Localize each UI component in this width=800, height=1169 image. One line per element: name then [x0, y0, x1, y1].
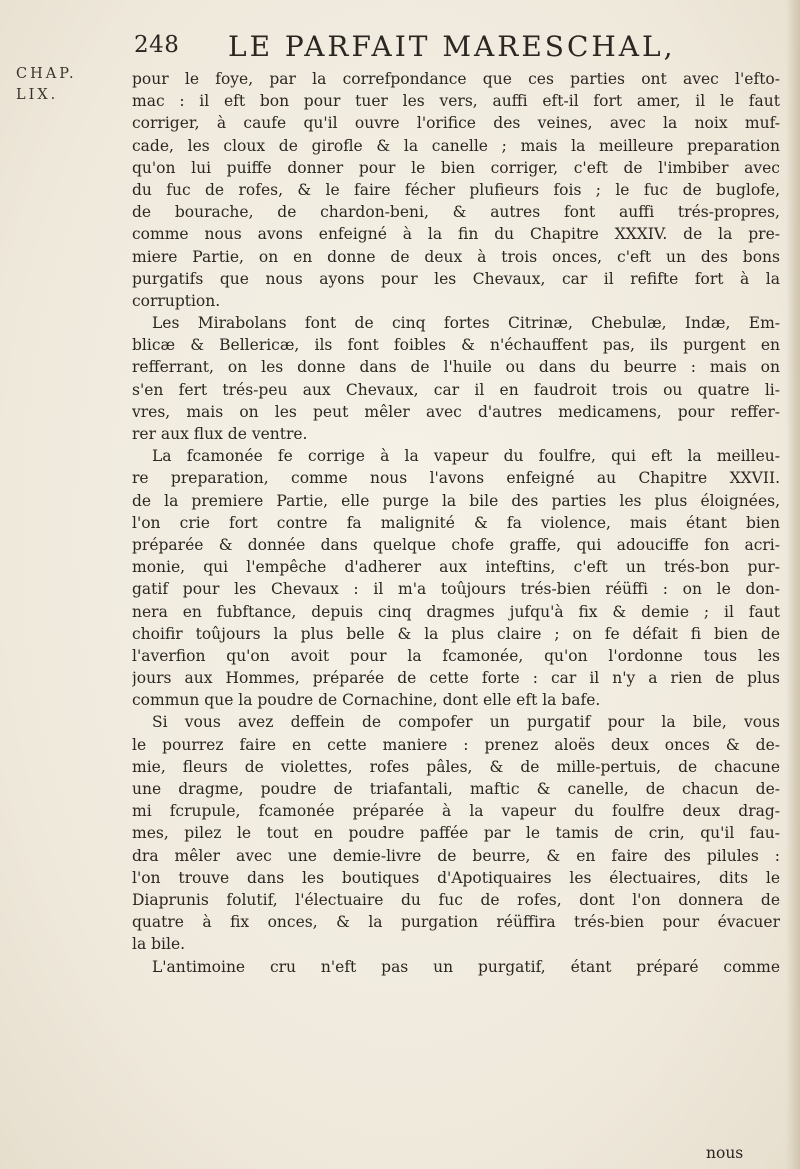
chapter-margin-note — [16, 64, 116, 106]
text-line: mie, fleurs de violettes, rofes pâles, & de mille-pertuis, de chacune — [132, 757, 780, 776]
text-line: dra mêler avec une demie-livre de beurre, & en faire des pilules : — [132, 846, 780, 865]
text-line: l'on trouve dans les boutiques d'Apotiquaires les électuaires, dits le — [132, 868, 780, 887]
text-line: préparée & donnée dans quelque chofe graffe, qui adouciffe fon acri- — [132, 535, 780, 554]
page-number: 248 — [134, 32, 180, 58]
text-line: gatif pour les Chevaux : il m'a toûjours trés-bien réüffi : on le don- — [132, 580, 780, 599]
text-line: L'antimoine cru n'eft pas un purgatif, étant préparé comme — [152, 957, 780, 976]
text-line: nera en fubftance, depuis cinq dragmes jufqu'à fix & demie ; il faut — [132, 602, 780, 621]
text-line: mi fcrupule, fcamonée préparée à la vapeur du foulfre deux drag- — [132, 802, 780, 821]
text-line: monie, qui l'empêche d'adherer aux inteftins, c'eft un trés-bon pur- — [132, 558, 780, 577]
text-line: qu'on lui puiffe donner pour le bien corriger, c'eft de l'imbiber avec — [132, 158, 780, 177]
text-line: de bourache, de chardon-beni, & autres font auffi trés-propres, — [132, 203, 780, 222]
text-line: miere Partie, on en donne de deux à trois onces, c'eft un des bons — [132, 247, 780, 266]
text-line: s'en fert trés-peu aux Chevaux, car il en faudroit trois ou quatre li- — [132, 380, 780, 399]
text-line: rer aux flux de ventre. — [132, 425, 308, 443]
text-line: purgatifs que nous ayons pour les Chevaux, car il refifte fort à la — [132, 269, 780, 288]
text-line: re preparation, comme nous l'avons enfeigné au Chapitre XXVII. — [132, 469, 780, 488]
text-line: l'averfion qu'on avoit pour la fcamonée, qu'on l'ordonne tous les — [132, 646, 780, 665]
text-line: jours aux Hommes, préparée de cette forte : car il n'y a rien de plus — [132, 669, 780, 688]
text-line: cade, les cloux de girofle & la canelle ; mais la meilleure preparation — [132, 136, 780, 155]
text-line: quatre à fix onces, & la purgation réüffira trés-bien pour évacuer — [132, 913, 780, 932]
text-line: de la premiere Partie, elle purge la bile des parties les plus éloignées, — [132, 491, 780, 510]
text-line: Si vous avez deffein de compofer un purgatif pour la bile, vous — [152, 713, 780, 732]
text-line: vres, mais on les peut mêler avec d'autres medicamens, pour reffer- — [132, 402, 780, 421]
text-line: La fcamonée fe corrige à la vapeur du foulfre, qui eft la meilleu- — [152, 447, 780, 466]
text-line: mes, pilez le tout en poudre paffée par le tamis de crin, qu'il fau- — [132, 824, 780, 843]
text-line: mac : il eft bon pour tuer les vers, auffi eft-il fort amer, il le faut — [132, 92, 780, 111]
text-line: corruption. — [132, 291, 221, 310]
text-line: la bile. — [132, 935, 186, 954]
text-line: pour le foye, par la correfpondance que ces parties ont avec l'efto- — [132, 70, 780, 88]
text-line: du fuc de rofes, & le faire fécher plufieurs fois ; le fuc de buglofe, — [132, 180, 780, 199]
text-line: corriger, à caufe qu'il ouvre l'orifice des veines, avec la noix muf- — [132, 114, 780, 133]
body-text — [132, 68, 780, 1158]
text-line: commun que la poudre de Cornachine, dont elle eft la bafe. — [132, 691, 601, 710]
text-line: l'on crie fort contre fa malignité & fa violence, mais étant bien — [132, 513, 780, 532]
text-line: choifir toûjours la plus belle & la plus claire ; on fe défait fi bien de — [132, 624, 780, 643]
margin-chapter-number: LIX. — [16, 87, 59, 103]
text-line: Les Mirabolans font de cinq fortes Citrinæ, Chebulæ, Indæ, Em- — [152, 314, 780, 333]
page-edge-shadow — [786, 0, 800, 1169]
margin-chapter-label: CHAP. — [16, 66, 77, 82]
catchword: nous — [706, 1144, 744, 1162]
text-line: le pourrez faire en cette maniere : prenez aloës deux onces & de- — [132, 735, 780, 754]
running-title: LE PARFAIT MARESCHAL, — [228, 30, 676, 63]
page-header — [0, 28, 800, 68]
text-line: blicæ & Bellericæ, ils font foibles & n'échauffent pas, ils purgent en — [132, 336, 780, 355]
text-line: une dragme, poudre de triafantali, maftic & canelle, de chacun de- — [132, 780, 780, 798]
text-line: refferrant, on les donne dans de l'huile ou dans du beurre : mais on — [132, 358, 780, 377]
text-line: comme nous avons enfeigné à la fin du Chapitre XXXIV. de la pre- — [132, 225, 780, 244]
text-line: Diaprunis folutif, l'électuaire du fuc de rofes, dont l'on donnera de — [132, 890, 780, 909]
